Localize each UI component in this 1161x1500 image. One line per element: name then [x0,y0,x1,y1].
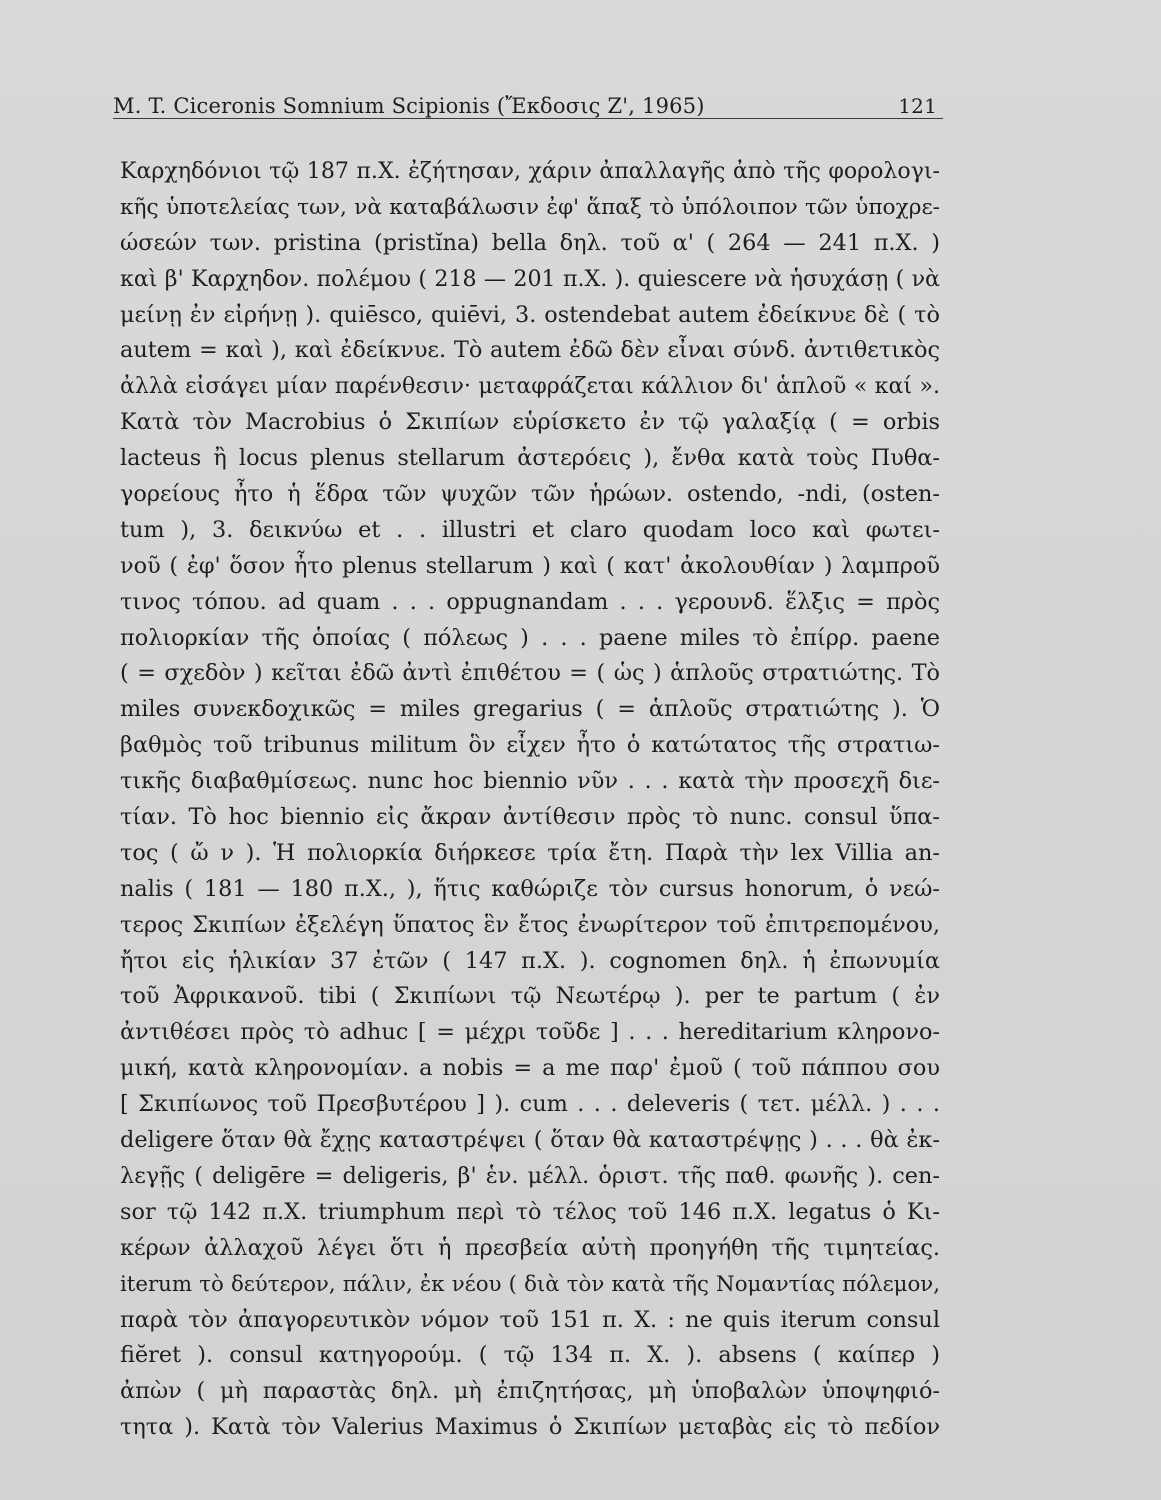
text-line: κέρων ἀλλαχοῦ λέγει ὅτι ἡ πρεσβεία αὐτὴ προηγήθη τῆς τιμητείας. [120,1234,940,1261]
text-line: [ Σκιπίωνος τοῦ Πρεσβυτέρου ] ). cum . . . deleveris ( τετ. μέλλ. ) . . . [120,1091,940,1118]
commentary-text [120,154,940,1446]
header-title: M. T. Ciceronis Somnium Scipionis (Ἔκδοσις Ζ', 1965) [113,94,705,118]
text-line: ἤτοι εἰς ἡλικίαν 37 ἐτῶν ( 147 π.Χ. ). cognomen δηλ. ἡ ἐπωνυμία [120,947,940,974]
text-line: ἀλλὰ εἰσάγει μίαν παρένθεσιν· μεταφράζεται κάλλιον δι' ἁπλοῦ « καί ». [120,374,940,400]
text-line: μείνῃ ἐν εἰρήνῃ ). quiēsco, quiēvi, 3. ostendebat autem ἐδείκνυε δὲ ( τὸ [120,301,940,328]
text-line: Κατὰ τὸν Macrobius ὁ Σκιπίων εὑρίσκετο ἐν τῷ γαλαξίᾳ ( = orbis [120,409,940,436]
page-number: 121 [898,94,937,118]
text-line: ἀπὼν ( μὴ παραστὰς δηλ. μὴ ἐπιζητήσας, μὴ ὑποβαλὼν ὑποψηφιό- [120,1378,940,1405]
text-line: nalis ( 181 — 180 π.Χ., ), ἥτις καθώριζε τὸν cursus honorum, ὁ νεώ- [120,875,940,902]
text-line: miles συνεκδοχικῶς = miles gregarius ( = ἁπλοῦς στρατιώτης ). Ὁ [120,696,940,723]
text-line: μική, κατὰ κληρονομίαν. a nobis = a me παρ' ἐμοῦ ( τοῦ πάππου σου [120,1055,940,1082]
text-line: βαθμὸς τοῦ tribunus militum ὃν εἶχεν ἦτο ὁ κατώτατος τῆς στρατιω- [120,732,940,759]
text-line: sor τῷ 142 π.Χ. triumphum περὶ τὸ τέλος τοῦ 146 π.Χ. legatus ὁ Κι- [120,1198,940,1225]
text-line: τος ( ὤ ν ). Ἡ πολιορκία διήρκεσε τρία ἔτη. Παρὰ τὴν lex Villia an- [120,839,940,866]
text-line: πολιορκίαν τῆς ὁποίας ( πόλεως ) . . . paene miles τὸ ἐπίρρ. paene [120,624,940,651]
text-line: τερος Σκιπίων ἐξελέγη ὕπατος ἓν ἔτος ἐνωρίτερον τοῦ ἐπιτρεπομένου, [120,911,940,938]
text-line: autem = καὶ ), καὶ ἐδείκνυε. Τὸ autem ἐδῶ δὲν εἶναι σύνδ. ἀντιθετικὸς [120,337,940,364]
text-line: νοῦ ( ἐφ' ὅσον ἦτο plenus stellarum ) καὶ ( κατ' ἀκολουθίαν ) λαμπροῦ [120,552,940,579]
text-line: iterum τὸ δεύτερον, πάλιν, ἐκ νέου ( διὰ τὸν κατὰ τῆς Νομαντίας πόλεμον, [120,1271,940,1297]
text-line: lacteus ἢ locus plenus stellarum ἀστερόεις ), ἔνθα κατὰ τοὺς Πυθα- [120,445,940,472]
text-line: τητα ). Κατὰ τὸν Valerius Maximus ὁ Σκιπίων μεταβὰς εἰς τὸ πεδίον [120,1414,940,1441]
text-line: Καρχηδόνιοι τῷ 187 π.Χ. ἐζήτησαν, χάριν ἀπαλλαγῆς ἀπὸ τῆς φορολογι- [120,158,940,184]
text-line: ( = σχεδὸν ) κεῖται ἐδῶ ἀντὶ ἐπιθέτου = ( ὡς ) ἁπλοῦς στρατιώτης. Τὸ [120,660,940,687]
text-line: τίαν. Τὸ hoc biennio εἰς ἄκραν ἀντίθεσιν πρὸς τὸ nunc. consul ὕπα- [120,804,940,831]
text-line: τοῦ Ἀφρικανοῦ. tibi ( Σκιπίωνι τῷ Νεωτέρῳ ). per te partum ( ἐν [120,983,940,1010]
running-header [113,82,943,118]
text-line: λεγῇς ( deligēre = deligeris, β' ἑν. μέλλ. ὁριστ. τῆς παθ. φωνῆς ). cen- [120,1162,940,1189]
text-line: γορείους ἦτο ἡ ἕδρα τῶν ψυχῶν τῶν ἡρώων. ostendo, -ndi, (osten- [120,481,940,508]
text-line: καὶ β' Καρχηδον. πολέμου ( 218 — 201 π.Χ. ). quiescere νὰ ἡσυχάσῃ ( νὰ [120,265,940,292]
text-line: κῆς ὑποτελείας των, νὰ καταβάλωσιν ἐφ' ἅπαξ τὸ ὑπόλοιπον τῶν ὑποχρε- [120,194,940,220]
header-rule [113,118,943,119]
text-line: deligere ὅταν θὰ ἔχῃς καταστρέψει ( ὅταν θὰ καταστρέψῃς ) . . . θὰ ἐκ- [120,1127,940,1154]
text-line: tum ), 3. δεικνύω et . . illustri et claro quodam loco καὶ φωτει- [120,516,940,543]
text-line: παρὰ τὸν ἀπαγορευτικὸν νόμον τοῦ 151 π. Χ. : ne quis iterum consul [120,1306,940,1333]
text-line: τινος τόπου. ad quam . . . oppugnandam . . . γερουνδ. ἕλξις = πρὸς [120,588,940,615]
text-line: τικῆς διαβαθμίσεως. nunc hoc biennio νῦν . . . κατὰ τὴν προσεχῆ διε- [120,768,940,795]
text-line: ώσεών των. pristina (pristĭna) bella δηλ. τοῦ α' ( 264 — 241 π.Χ. ) [120,229,940,256]
text-line: fiĕret ). consul κατηγορούμ. ( τῷ 134 π. Χ. ). absens ( καίπερ ) [120,1342,940,1369]
text-line: ἀντιθέσει πρὸς τὸ adhuc [ = μέχρι τοῦδε ] . . . hereditarium κληρονο- [120,1019,940,1046]
